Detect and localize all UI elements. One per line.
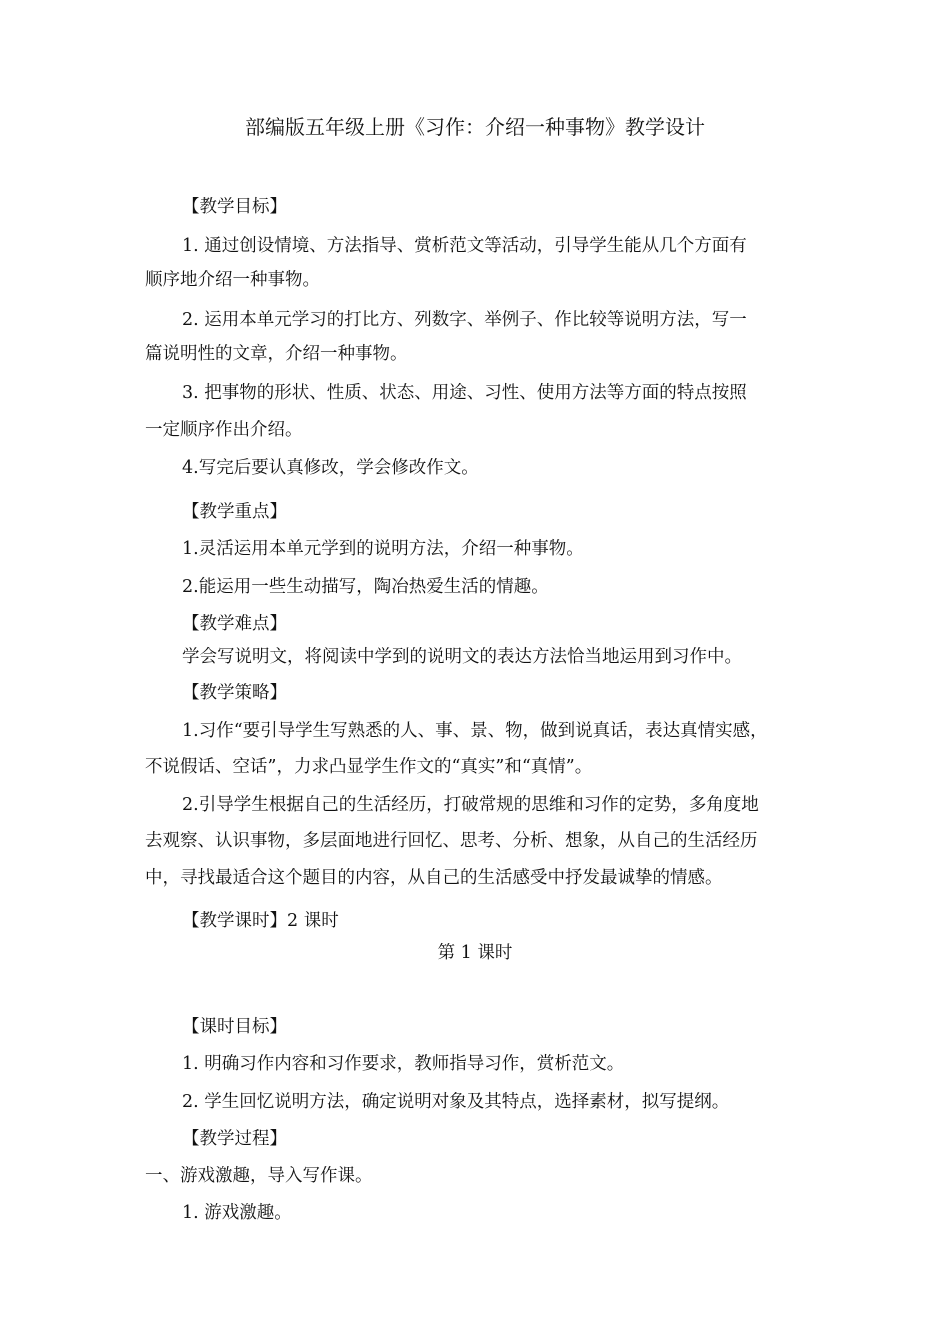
process-step-1-1: 1. 游戏激趣。	[182, 1203, 292, 1223]
process-step-1: 一、游戏激趣，导入写作课。	[145, 1166, 373, 1186]
section-heading-teaching-process: 【教学过程】	[182, 1129, 287, 1149]
document-title: 部编版五年级上册《习作：介绍一种事物》教学设计	[245, 115, 705, 139]
goal-3-line-1: 3. 把事物的形状、性质、状态、用途、习性、使用方法等方面的特点按照	[182, 383, 747, 403]
goal-1-line-1: 1. 通过创设情境、方法指导、赏析范文等活动，引导学生能从几个方面有	[182, 236, 747, 256]
strategy-2-line-2: 去观察、认识事物，多层面地进行回忆、思考、分析、想象，从自己的生活经历	[145, 831, 758, 851]
strategy-2-line-1: 2.引导学生根据自己的生活经历，打破常规的思维和习作的定势，多角度地	[182, 795, 759, 815]
section-heading-lesson-goals: 【课时目标】	[182, 1017, 287, 1037]
lesson-goal-1: 1. 明确习作内容和习作要求，教师指导习作，赏析范文。	[182, 1054, 625, 1074]
goal-2-line-1: 2. 运用本单元学习的打比方、列数字、举例子、作比较等说明方法，写一	[182, 310, 747, 330]
strategy-1-line-2: 不说假话、空话”，力求凸显学生作文的“真实”和“真情”。	[145, 757, 593, 777]
strategy-1-line-1: 1.习作“要引导学生写熟悉的人、事、景、物，做到说真话，表达真情实感，	[182, 721, 768, 741]
goal-2-line-2: 篇说明性的文章，介绍一种事物。	[145, 344, 408, 364]
lesson-goal-2: 2. 学生回忆说明方法，确定说明对象及其特点，选择素材，拟写提纲。	[182, 1092, 730, 1112]
key-point-1: 1.灵活运用本单元学到的说明方法，介绍一种事物。	[182, 539, 584, 559]
goal-1-line-2: 顺序地介绍一种事物。	[145, 270, 320, 290]
goal-3-line-2: 一定顺序作出介绍。	[145, 420, 303, 440]
section-heading-strategies: 【教学策略】	[182, 683, 287, 703]
goal-4: 4.写完后要认真修改，学会修改作文。	[182, 458, 479, 478]
strategy-2-line-3: 中，寻找最适合这个题目的内容，从自己的生活感受中抒发最诚挚的情感。	[145, 868, 723, 888]
section-heading-class-hours: 【教学课时】2 课时	[182, 911, 339, 931]
section-heading-key-points: 【教学重点】	[182, 502, 287, 522]
lesson-1-heading: 第 1 课时	[437, 943, 513, 963]
key-point-2: 2.能运用一些生动描写，陶冶热爱生活的情趣。	[182, 577, 549, 597]
section-heading-difficulties: 【教学难点】	[182, 614, 287, 634]
difficulty-1: 学会写说明文，将阅读中学到的说明文的表达方法恰当地运用到习作中。	[182, 647, 742, 667]
section-heading-teaching-goals: 【教学目标】	[182, 197, 287, 217]
